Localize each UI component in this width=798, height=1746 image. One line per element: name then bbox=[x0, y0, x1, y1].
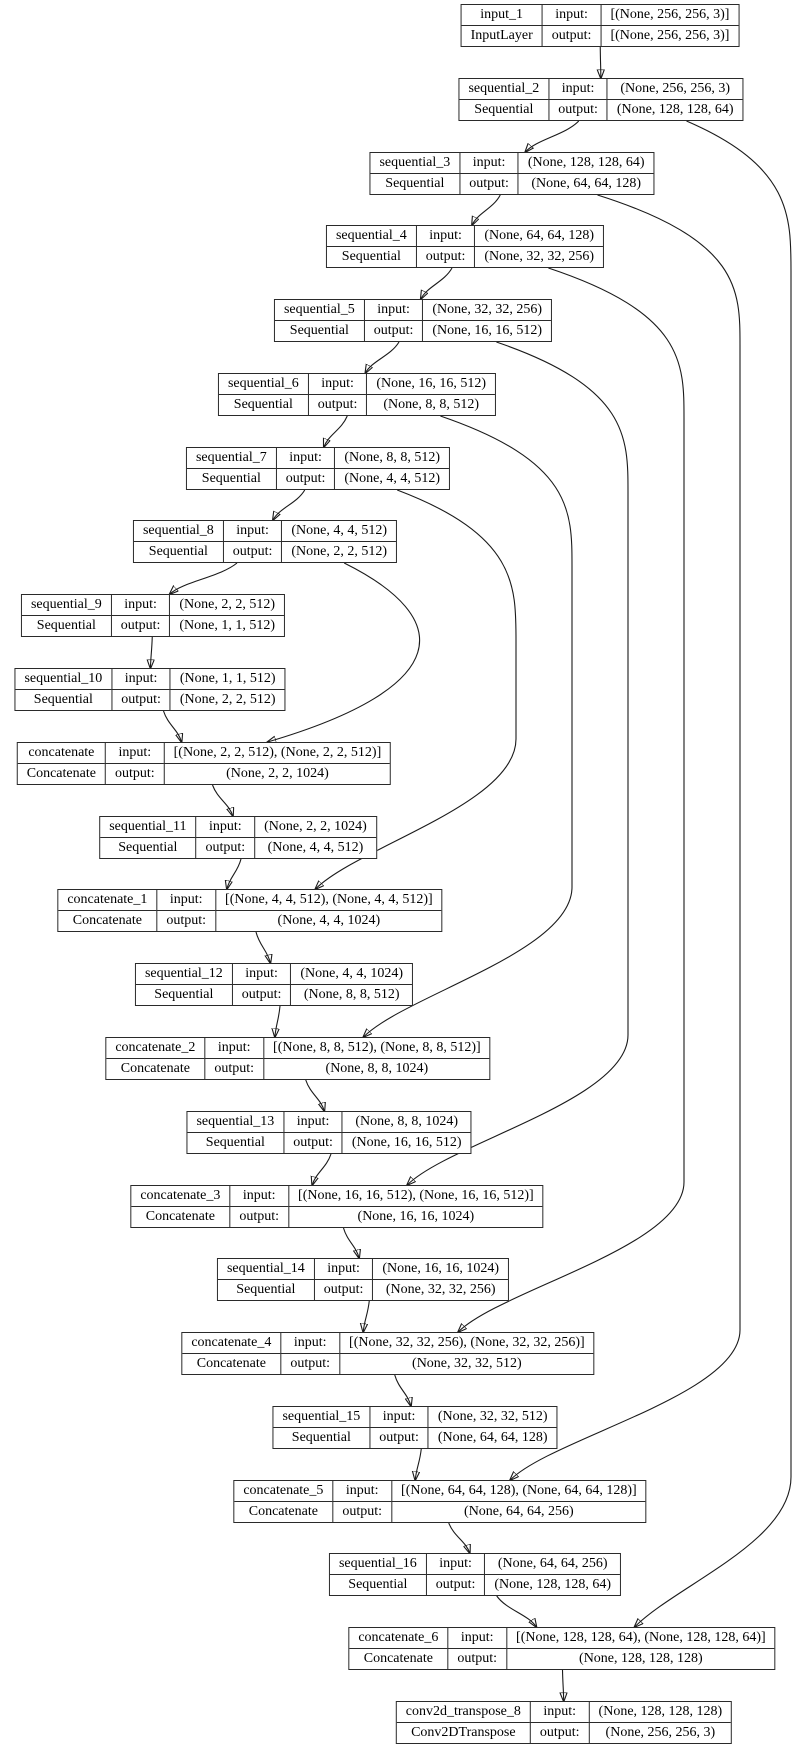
input-shape: [(None, 4, 4, 512), (None, 4, 4, 512)] bbox=[215, 890, 442, 910]
layer-type: Concatenate bbox=[349, 1648, 447, 1669]
edge-sequential_7-to-sequential_8 bbox=[273, 490, 305, 520]
output-shape: (None, 16, 16, 512) bbox=[342, 1132, 471, 1153]
output-shape: (None, 128, 128, 64) bbox=[484, 1574, 620, 1595]
input-shape: (None, 4, 4, 512) bbox=[281, 521, 396, 541]
output-shape: (None, 32, 32, 512) bbox=[339, 1353, 594, 1374]
edge-sequential_6-to-sequential_7 bbox=[324, 416, 347, 447]
output-label: output: bbox=[156, 910, 215, 931]
output-label: output: bbox=[548, 99, 607, 120]
edge-sequential_4-to-concatenate_4 bbox=[458, 268, 684, 1332]
layer-node-concatenate_5 bbox=[233, 1480, 646, 1523]
layer-type: Sequential bbox=[136, 984, 232, 1005]
edge-sequential_13-to-concatenate_3 bbox=[312, 1154, 331, 1185]
output-shape: (None, 16, 16, 1024) bbox=[288, 1206, 543, 1227]
layer-name: sequential_2 bbox=[468, 81, 540, 96]
output-shape: (None, 8, 8, 512) bbox=[290, 984, 412, 1005]
layer-type: Sequential bbox=[22, 615, 111, 636]
input-label: input: bbox=[232, 964, 291, 984]
output-shape: (None, 4, 4, 512) bbox=[254, 837, 376, 858]
input-label: input: bbox=[156, 890, 215, 910]
input-label: input: bbox=[111, 595, 170, 615]
output-shape: (None, 32, 32, 256) bbox=[372, 1279, 508, 1300]
input-label: input: bbox=[459, 153, 518, 173]
input-label: input: bbox=[204, 1038, 263, 1058]
layer-type: Sequential bbox=[100, 837, 195, 858]
output-label: output: bbox=[195, 837, 254, 858]
layer-type: Concatenate bbox=[106, 1058, 204, 1079]
edge-sequential_8-to-sequential_9 bbox=[170, 563, 237, 594]
layer-node-sequential_8 bbox=[133, 520, 397, 563]
layer-name: sequential_3 bbox=[379, 155, 451, 170]
layer-node-sequential_10 bbox=[14, 668, 285, 711]
layer-type: Concatenate bbox=[234, 1501, 332, 1522]
input-label: input: bbox=[111, 669, 170, 689]
input-label: input: bbox=[364, 300, 423, 320]
output-label: output: bbox=[369, 1427, 428, 1448]
edge-sequential_6-to-concatenate_2 bbox=[363, 416, 572, 1037]
output-shape: (None, 128, 128, 128) bbox=[506, 1648, 775, 1669]
layer-type: Concatenate bbox=[58, 910, 156, 931]
output-label: output: bbox=[229, 1206, 288, 1227]
layer-type: Sequential bbox=[219, 394, 308, 415]
input-label: input: bbox=[280, 1333, 339, 1353]
layer-node-sequential_13 bbox=[186, 1111, 471, 1154]
input-label: input: bbox=[332, 1481, 391, 1501]
layer-name: sequential_8 bbox=[142, 523, 214, 538]
input-shape: (None, 2, 2, 1024) bbox=[254, 817, 376, 837]
input-label: input: bbox=[308, 374, 367, 394]
output-shape: (None, 128, 128, 64) bbox=[607, 99, 743, 120]
layer-node-sequential_9 bbox=[21, 594, 285, 637]
layer-name: conv2d_transpose_8 bbox=[405, 1704, 521, 1719]
output-shape: (None, 16, 16, 512) bbox=[422, 320, 551, 341]
input-label: input: bbox=[530, 1702, 589, 1722]
input-label: input: bbox=[223, 521, 282, 541]
output-shape: (None, 256, 256, 3) bbox=[589, 1722, 732, 1743]
input-shape: (None, 64, 64, 128) bbox=[474, 226, 603, 246]
layer-name: sequential_16 bbox=[338, 1556, 417, 1571]
output-shape: (None, 64, 64, 128) bbox=[428, 1427, 557, 1448]
input-shape: [(None, 2, 2, 512), (None, 2, 2, 512)] bbox=[164, 743, 391, 763]
layer-type: Concatenate bbox=[18, 763, 105, 784]
layer-node-sequential_6 bbox=[218, 373, 496, 416]
edge-concatenate_1-to-sequential_12 bbox=[256, 932, 270, 963]
layer-type: Sequential bbox=[218, 1279, 314, 1300]
layer-name: sequential_4 bbox=[335, 228, 407, 243]
layer-name: sequential_11 bbox=[109, 819, 187, 834]
output-label: output: bbox=[204, 1058, 263, 1079]
edge-sequential_5-to-sequential_6 bbox=[365, 342, 399, 373]
edge-concatenate_6-to-conv2d_transpose_8 bbox=[563, 1670, 564, 1701]
output-label: output: bbox=[416, 246, 475, 267]
edge-concatenate_2-to-sequential_13 bbox=[306, 1080, 325, 1111]
output-label: output: bbox=[283, 1132, 342, 1153]
input-shape: (None, 4, 4, 1024) bbox=[290, 964, 412, 984]
output-shape: (None, 8, 8, 512) bbox=[366, 394, 495, 415]
layer-type: Sequential bbox=[15, 689, 111, 710]
layer-node-sequential_14 bbox=[217, 1258, 509, 1301]
input-label: input: bbox=[548, 79, 607, 99]
input-shape: (None, 32, 32, 256) bbox=[422, 300, 551, 320]
input-label: input: bbox=[426, 1554, 485, 1574]
input-shape: (None, 32, 32, 512) bbox=[428, 1407, 557, 1427]
layer-node-concatenate_2 bbox=[105, 1037, 490, 1080]
edge-sequential_15-to-concatenate_5 bbox=[415, 1449, 421, 1480]
layer-node-sequential_3 bbox=[369, 152, 654, 195]
input-label: input: bbox=[105, 743, 164, 763]
edge-concatenate_3-to-sequential_14 bbox=[344, 1228, 360, 1258]
layer-type: Sequential bbox=[275, 320, 364, 341]
layer-type: Sequential bbox=[134, 541, 223, 562]
input-label: input: bbox=[283, 1112, 342, 1132]
layer-name: sequential_10 bbox=[24, 671, 103, 686]
output-label: output: bbox=[105, 763, 164, 784]
layer-type: Sequential bbox=[370, 173, 459, 194]
output-label: output: bbox=[308, 394, 367, 415]
layer-node-sequential_12 bbox=[135, 963, 413, 1006]
edge-sequential_2-to-sequential_3 bbox=[525, 121, 578, 152]
output-shape: (None, 2, 2, 512) bbox=[170, 689, 285, 710]
input-label: input: bbox=[195, 817, 254, 837]
layer-node-sequential_16 bbox=[329, 1553, 621, 1596]
input-shape: [(None, 128, 128, 64), (None, 128, 128, 64)] bbox=[506, 1628, 775, 1648]
input-label: input: bbox=[447, 1628, 506, 1648]
input-shape: (None, 8, 8, 1024) bbox=[342, 1112, 471, 1132]
layer-name: sequential_9 bbox=[30, 597, 102, 612]
output-label: output: bbox=[232, 984, 291, 1005]
input-shape: (None, 128, 128, 128) bbox=[589, 1702, 732, 1722]
input-shape: (None, 128, 128, 64) bbox=[518, 153, 654, 173]
layer-name: input_1 bbox=[480, 7, 524, 22]
output-shape: (None, 4, 4, 1024) bbox=[215, 910, 442, 931]
output-label: output: bbox=[459, 173, 518, 194]
edge-sequential_3-to-sequential_4 bbox=[472, 195, 500, 225]
layer-type: Conv2DTranspose bbox=[397, 1722, 530, 1743]
layer-type: Sequential bbox=[459, 99, 548, 120]
layer-node-sequential_5 bbox=[274, 299, 552, 342]
layer-name: sequential_5 bbox=[283, 302, 355, 317]
input-label: input: bbox=[229, 1186, 288, 1206]
output-label: output: bbox=[426, 1574, 485, 1595]
output-shape: (None, 4, 4, 512) bbox=[334, 468, 449, 489]
edge-input_1-to-sequential_2 bbox=[600, 47, 601, 78]
layer-type: Sequential bbox=[187, 1132, 283, 1153]
input-shape: (None, 16, 16, 1024) bbox=[372, 1259, 508, 1279]
input-label: input: bbox=[369, 1407, 428, 1427]
layer-type: Sequential bbox=[327, 246, 416, 267]
edge-sequential_3-to-concatenate_5 bbox=[510, 195, 740, 1480]
edge-sequential_8-to-concatenate bbox=[268, 563, 420, 742]
input-label: input: bbox=[542, 5, 601, 25]
input-shape: (None, 1, 1, 512) bbox=[170, 669, 285, 689]
layer-node-input_1 bbox=[461, 4, 740, 47]
layer-name: sequential_12 bbox=[144, 966, 223, 981]
layer-name: sequential_7 bbox=[195, 450, 267, 465]
input-label: input: bbox=[416, 226, 475, 246]
layer-type: InputLayer bbox=[462, 25, 542, 46]
output-shape: (None, 64, 64, 256) bbox=[391, 1501, 646, 1522]
output-shape: (None, 2, 2, 512) bbox=[281, 541, 396, 562]
output-label: output: bbox=[530, 1722, 589, 1743]
edge-concatenate_4-to-sequential_15 bbox=[395, 1375, 411, 1406]
layer-node-sequential_15 bbox=[272, 1406, 557, 1449]
input-label: input: bbox=[276, 448, 335, 468]
output-label: output: bbox=[332, 1501, 391, 1522]
layer-name: concatenate_3 bbox=[140, 1188, 221, 1203]
layer-node-concatenate_4 bbox=[181, 1332, 594, 1375]
layer-node-sequential_7 bbox=[186, 447, 450, 490]
output-label: output: bbox=[111, 689, 170, 710]
layer-name: concatenate_1 bbox=[67, 892, 148, 907]
output-label: output: bbox=[447, 1648, 506, 1669]
output-shape: (None, 2, 2, 1024) bbox=[164, 763, 391, 784]
output-label: output: bbox=[223, 541, 282, 562]
edge-sequential_11-to-concatenate_1 bbox=[227, 859, 241, 889]
layer-type: Sequential bbox=[273, 1427, 369, 1448]
layer-node-concatenate_3 bbox=[130, 1185, 543, 1228]
output-label: output: bbox=[314, 1279, 373, 1300]
layer-name: sequential_6 bbox=[227, 376, 299, 391]
input-shape: (None, 256, 256, 3) bbox=[607, 79, 743, 99]
layer-name: concatenate_5 bbox=[243, 1483, 324, 1498]
layer-node-concatenate_6 bbox=[348, 1627, 775, 1670]
output-label: output: bbox=[276, 468, 335, 489]
edge-sequential_2-to-concatenate_6 bbox=[635, 121, 791, 1627]
edge-sequential_16-to-concatenate_6 bbox=[497, 1596, 537, 1627]
layer-name: concatenate_2 bbox=[115, 1040, 196, 1055]
edge-sequential_14-to-concatenate_4 bbox=[363, 1301, 369, 1332]
output-label: output: bbox=[111, 615, 170, 636]
layer-type: Concatenate bbox=[131, 1206, 229, 1227]
input-shape: (None, 64, 64, 256) bbox=[484, 1554, 620, 1574]
layer-type: Concatenate bbox=[182, 1353, 280, 1374]
layer-name: concatenate_6 bbox=[358, 1630, 439, 1645]
edge-concatenate-to-sequential_11 bbox=[213, 785, 233, 816]
layer-name: concatenate bbox=[28, 745, 95, 760]
input-shape: [(None, 32, 32, 256), (None, 32, 32, 256)] bbox=[339, 1333, 594, 1353]
input-shape: [(None, 8, 8, 512), (None, 8, 8, 512)] bbox=[263, 1038, 490, 1058]
input-shape: [(None, 16, 16, 512), (None, 16, 16, 512)] bbox=[288, 1186, 543, 1206]
layer-node-conv2d_transpose_8 bbox=[396, 1701, 732, 1744]
layer-node-concatenate_1 bbox=[57, 889, 442, 932]
layer-node-concatenate bbox=[17, 742, 391, 785]
layer-name: sequential_14 bbox=[226, 1261, 305, 1276]
layer-name: concatenate_4 bbox=[191, 1335, 272, 1350]
layer-name: sequential_13 bbox=[196, 1114, 275, 1129]
output-label: output: bbox=[280, 1353, 339, 1374]
layer-node-sequential_4 bbox=[326, 225, 604, 268]
input-label: input: bbox=[314, 1259, 373, 1279]
output-shape: [(None, 256, 256, 3)] bbox=[600, 25, 738, 46]
layer-node-sequential_2 bbox=[458, 78, 743, 121]
output-label: output: bbox=[364, 320, 423, 341]
layer-type: Sequential bbox=[187, 468, 276, 489]
edge-sequential_9-to-sequential_10 bbox=[150, 637, 152, 668]
input-shape: (None, 2, 2, 512) bbox=[169, 595, 284, 615]
input-shape: (None, 8, 8, 512) bbox=[334, 448, 449, 468]
edge-sequential_12-to-concatenate_2 bbox=[275, 1006, 280, 1037]
input-shape: [(None, 64, 64, 128), (None, 64, 64, 128)] bbox=[391, 1481, 646, 1501]
input-shape: (None, 16, 16, 512) bbox=[366, 374, 495, 394]
output-shape: (None, 8, 8, 1024) bbox=[263, 1058, 490, 1079]
layer-node-sequential_11 bbox=[99, 816, 377, 859]
edge-sequential_10-to-concatenate bbox=[164, 711, 182, 742]
layer-type: Sequential bbox=[330, 1574, 426, 1595]
layer-name: sequential_15 bbox=[282, 1409, 361, 1424]
edge-concatenate_5-to-sequential_16 bbox=[449, 1523, 470, 1553]
output-shape: (None, 64, 64, 128) bbox=[518, 173, 654, 194]
edge-sequential_4-to-sequential_5 bbox=[421, 268, 452, 299]
output-label: output: bbox=[542, 25, 601, 46]
output-shape: (None, 1, 1, 512) bbox=[169, 615, 284, 636]
input-shape: [(None, 256, 256, 3)] bbox=[600, 5, 738, 25]
output-shape: (None, 32, 32, 256) bbox=[474, 246, 603, 267]
